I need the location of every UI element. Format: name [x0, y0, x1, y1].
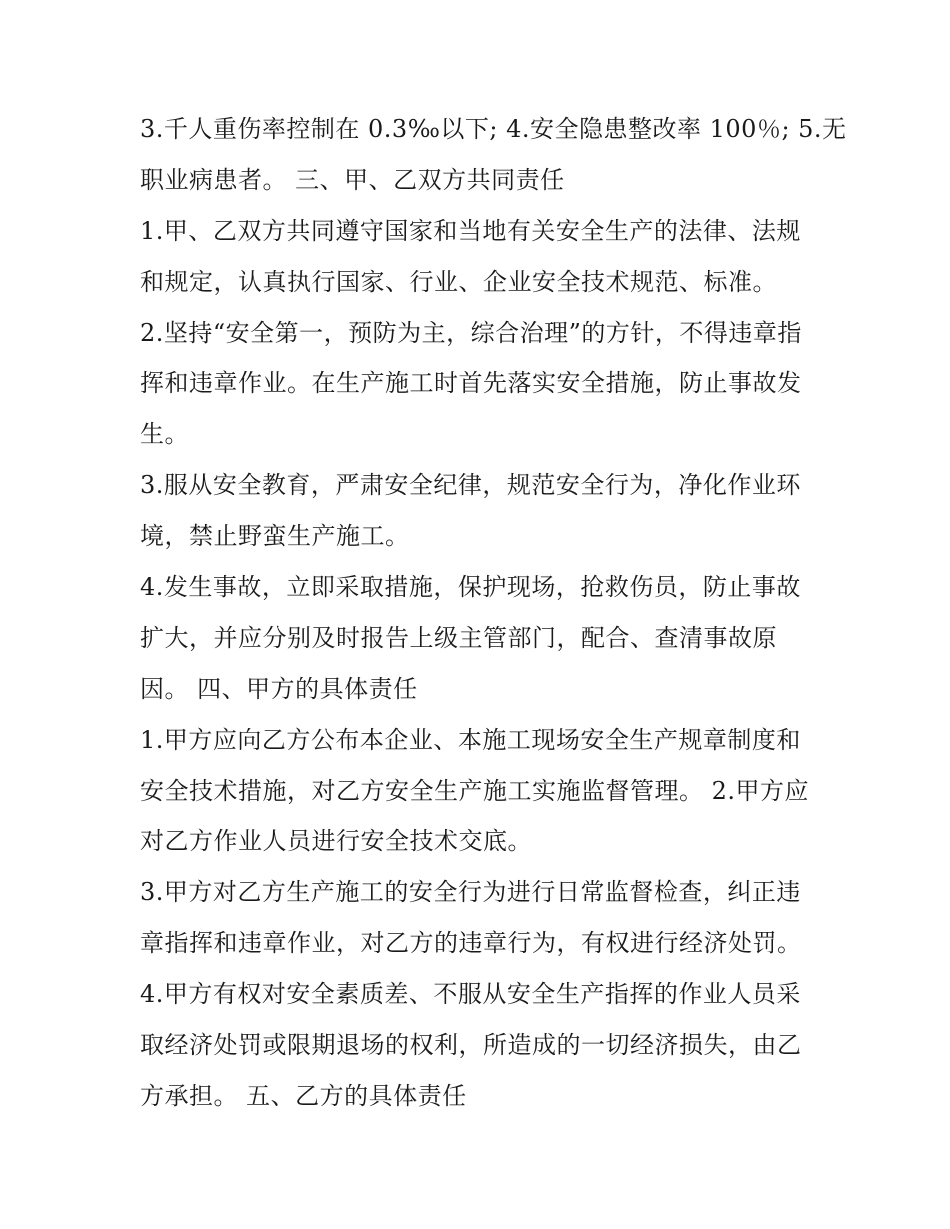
text-line: 3.服从安全教育，严肃安全纪律，规范安全行为，净化作业环 [140, 471, 801, 500]
text-line: 职业病患者。 三、甲、乙双方共同责任 [140, 165, 565, 194]
text-line: 3.甲方对乙方生产施工的安全行为进行日常监督检查，纠正违 [140, 878, 801, 907]
text-line: 2.坚持“安全第一，预防为主，综合治理”的方针，不得违章指 [140, 318, 802, 347]
text-line: 1.甲、乙双方共同遵守国家和当地有关安全生产的法律、法规 [140, 216, 801, 245]
text-line: 境，禁止野蛮生产施工。 [140, 522, 410, 551]
text-line: 和规定，认真执行国家、行业、企业安全技术规范、标准。 [140, 267, 777, 296]
text-line: 4.甲方有权对安全素质差、不服从安全生产指挥的作业人员采 [140, 980, 801, 1009]
text-line: 章指挥和违章作业，对乙方的违章行为，有权进行经济处罚。 [140, 929, 802, 958]
text-line: 4.发生事故，立即采取措施，保护现场，抢救伤员，防止事故 [140, 573, 801, 602]
document-body [140, 104, 847, 1122]
text-line: 1.甲方应向乙方公布本企业、本施工现场安全生产规章制度和 [140, 725, 801, 754]
text-line: 方承担。 五、乙方的具体责任 [140, 1081, 467, 1110]
text-line: 因。 四、甲方的具体责任 [140, 674, 418, 703]
text-line: 生。 [140, 420, 189, 449]
text-line: 挥和违章作业。在生产施工时首先落实安全措施，防止事故发 [140, 369, 802, 398]
text-line: 对乙方作业人员进行安全技术交底。 [140, 827, 532, 856]
text-line: 3.千人重伤率控制在 0.3‰以下; 4.安全隐患整改率 100％; 5.无 [140, 115, 847, 143]
text-line: 扩大，并应分别及时报告上级主管部门，配合、查清事故原 [140, 623, 777, 652]
text-line: 取经济处罚或限期退场的权利，所造成的一切经济损失，由乙 [140, 1031, 802, 1060]
text-line: 安全技术措施，对乙方安全生产施工实施监督管理。 2.甲方应 [140, 776, 810, 805]
